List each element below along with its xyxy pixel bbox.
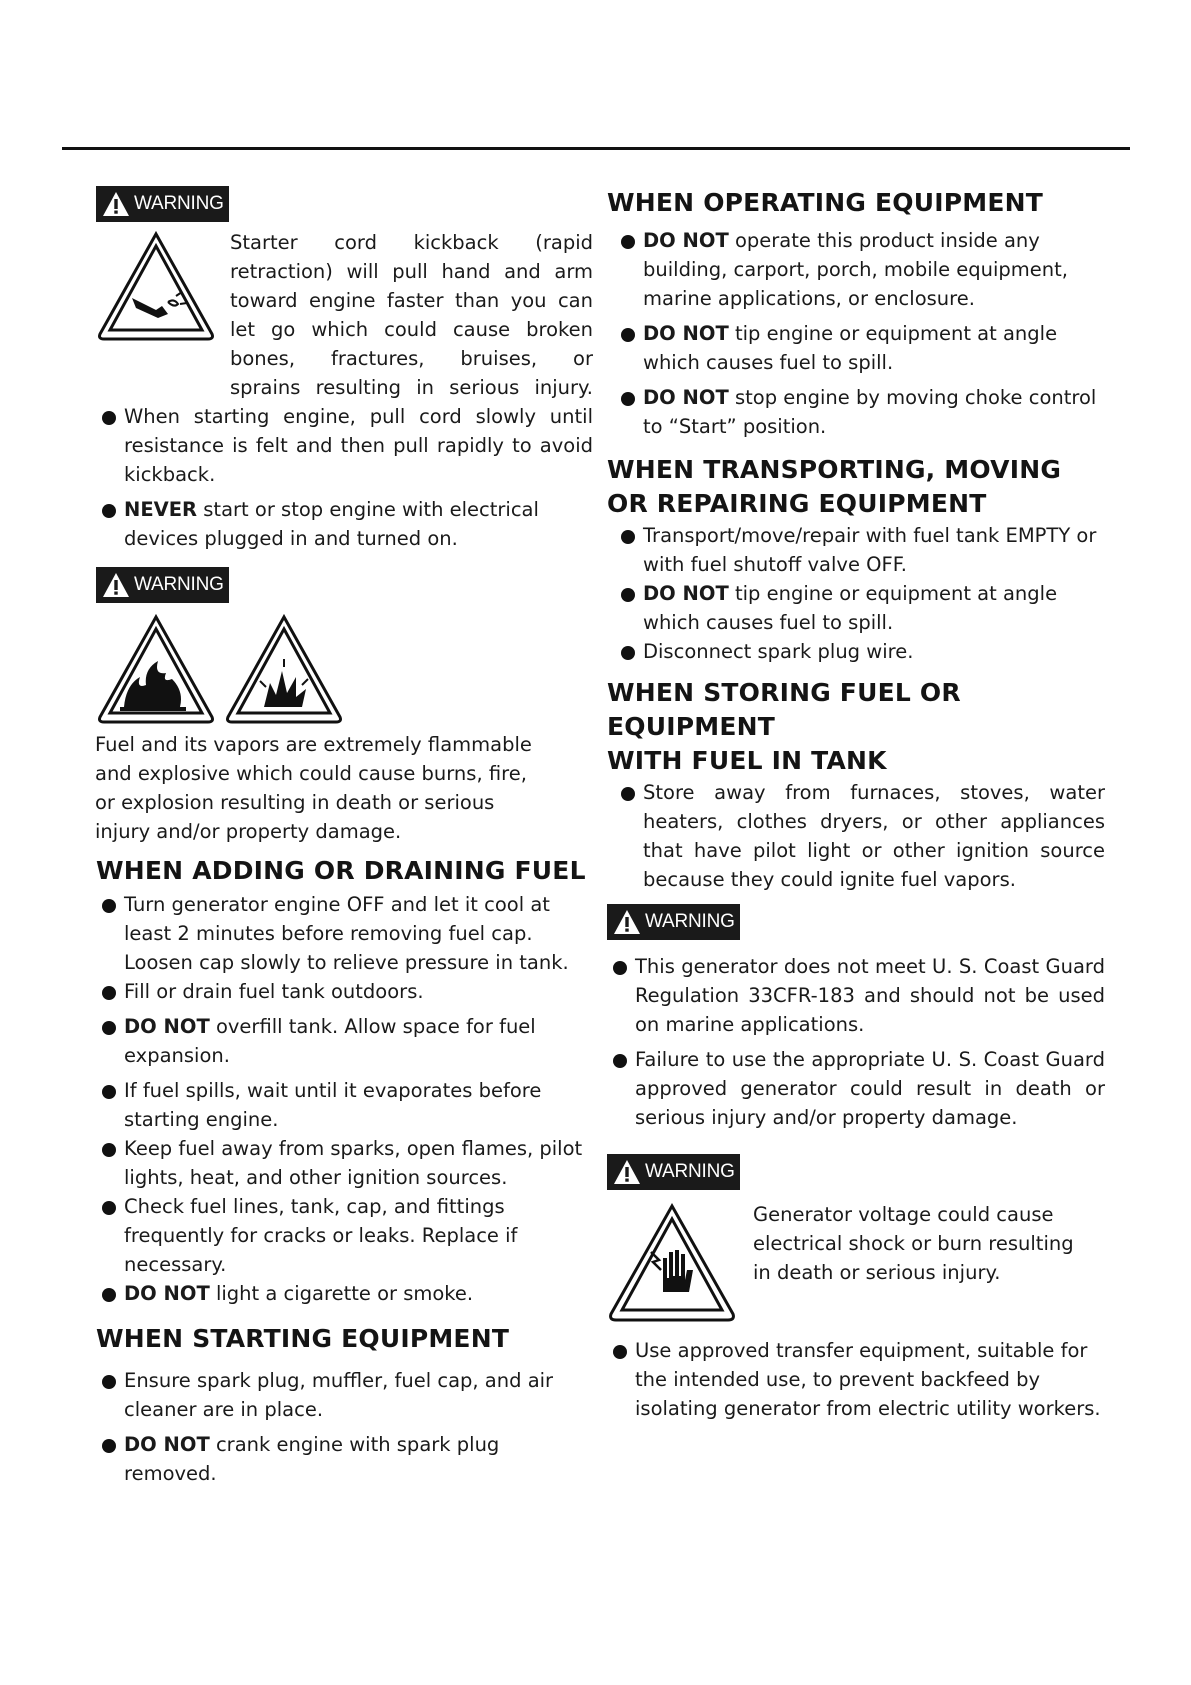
list-item: Disconnect spark plug wire. <box>615 637 1105 666</box>
top-rule <box>62 147 1130 150</box>
list-item: DO NOT tip engine or equipment at angle which causes fuel to spill. <box>615 579 1105 637</box>
warning-badge-label: WARNING <box>134 574 224 595</box>
kickback-line: retraction) will pull hand and arm <box>230 260 593 283</box>
shock-line: electrical shock or burn resulting <box>753 1232 1074 1255</box>
kickback-hazard-icon <box>96 228 216 343</box>
warning-badge-label: WARNING <box>645 911 735 932</box>
warning-badge-label: WARNING <box>645 1161 735 1182</box>
warning-badge <box>96 186 229 222</box>
list-item: Use approved transfer equipment, suitable for the intended use, to prevent backfeed by isolating generator from electric utility workers. <box>607 1336 1105 1423</box>
electric-shock-icon <box>607 1200 737 1324</box>
warning-badge <box>96 567 229 603</box>
section-heading-transporting <box>607 453 1105 521</box>
kickback-block <box>96 228 593 402</box>
warning-triangle-icon <box>612 908 642 936</box>
warning-badge <box>607 904 740 940</box>
kickback-text <box>230 228 593 402</box>
fuel-line: Fuel and its vapors are extremely flammable <box>95 733 532 756</box>
shock-line: in death or serious injury. <box>753 1261 1001 1284</box>
list-item: Fill or drain fuel tank outdoors. <box>96 977 593 1006</box>
list-item: Keep fuel away from sparks, open flames, pilot lights, heat, and other ignition sources. <box>96 1134 593 1192</box>
fire-hazard-icon <box>96 611 216 726</box>
list-item: Ensure spark plug, muffler, fuel cap, and air cleaner are in place. <box>96 1366 593 1424</box>
list-item: DO NOT overfill tank. Allow space for fuel expansion. <box>96 1012 593 1070</box>
section-heading-operating: WHEN OPERATING EQUIPMENT <box>607 188 1044 217</box>
left-column <box>96 186 593 1488</box>
heading-line: WHEN STORING FUEL OR EQUIPMENT <box>607 678 961 741</box>
adding-fuel-list <box>96 890 593 1308</box>
list-item: NEVER start or stop engine with electrical devices plugged in and turned on. <box>96 495 593 553</box>
coast-guard-list <box>607 952 1105 1132</box>
list-item: This generator does not meet U. S. Coast Guard Regulation 33CFR-183 and should not be used on marine applications. <box>607 952 1105 1039</box>
section-heading-starting: WHEN STARTING EQUIPMENT <box>96 1324 510 1353</box>
list-item: DO NOT stop engine by moving choke control to “Start” position. <box>615 383 1105 441</box>
list-item: Turn generator engine OFF and let it cool at least 2 minutes before removing fuel cap. Loosen cap slowly to relieve pressure in tank. <box>96 890 593 977</box>
fire-icons <box>96 611 593 726</box>
kickback-line: sprains resulting in serious injury. <box>230 376 593 399</box>
list-item: DO NOT operate this product inside any building, carport, porch, mobile equipment, marine applications, or enclosure. <box>615 226 1105 313</box>
storing-list <box>607 778 1105 894</box>
right-column <box>607 186 1105 1423</box>
kickback-line: toward engine faster than you can <box>230 289 593 312</box>
heading-line: WHEN TRANSPORTING, MOVING <box>607 455 1062 484</box>
fuel-warning-text <box>95 730 593 846</box>
fuel-line: or explosion resulting in death or serious <box>95 791 495 814</box>
kickback-line: bones, fractures, bruises, or <box>230 347 593 370</box>
warning-badge <box>607 1154 740 1190</box>
list-item: DO NOT tip engine or equipment at angle which causes fuel to spill. <box>615 319 1105 377</box>
kickback-line: let go which could cause broken <box>230 318 593 341</box>
list-item: DO NOT crank engine with spark plug removed. <box>96 1430 593 1488</box>
fuel-line: and explosive which could cause burns, fire, <box>95 762 527 785</box>
kickback-line: Starter cord kickback (rapid <box>230 231 593 254</box>
fuel-line: injury and/or property damage. <box>95 820 402 843</box>
list-item: When starting engine, pull cord slowly until resistance is felt and then pull rapidly to avoid kickback. <box>96 402 593 489</box>
list-item: Failure to use the appropriate U. S. Coast Guard approved generator could result in death or serious injury and/or property damage. <box>607 1045 1105 1132</box>
transfer-list <box>607 1336 1105 1423</box>
list-item: If fuel spills, wait until it evaporates before starting engine. <box>96 1076 593 1134</box>
warning-triangle-icon <box>101 190 131 218</box>
shock-text <box>753 1200 1074 1324</box>
section-heading-storing <box>607 676 1105 778</box>
transport-list <box>607 521 1105 666</box>
warning-triangle-icon <box>101 571 131 599</box>
heading-line: OR REPAIRING EQUIPMENT <box>607 489 987 518</box>
heading-line: WITH FUEL IN TANK <box>607 746 887 775</box>
shock-block <box>607 1200 1105 1324</box>
warning-triangle-icon <box>612 1158 642 1186</box>
list-item: Store away from furnaces, stoves, water heaters, clothes dryers, or other appliances that have pilot light or other ignition source because they could ignite fuel vapors. <box>615 778 1105 894</box>
section-heading-adding-fuel: WHEN ADDING OR DRAINING FUEL <box>96 856 586 885</box>
warning-badge-label: WARNING <box>134 193 224 214</box>
shock-line: Generator voltage could cause <box>753 1203 1054 1226</box>
operating-list <box>607 226 1105 441</box>
explosion-hazard-icon <box>224 611 344 726</box>
list-item: Transport/move/repair with fuel tank EMPTY or with fuel shutoff valve OFF. <box>615 521 1105 579</box>
starting-list <box>96 1366 593 1488</box>
list-item: DO NOT light a cigarette or smoke. <box>96 1279 593 1308</box>
kickback-list <box>96 402 593 553</box>
list-item: Check fuel lines, tank, cap, and fittings frequently for cracks or leaks. Replace if necessary. <box>96 1192 593 1279</box>
